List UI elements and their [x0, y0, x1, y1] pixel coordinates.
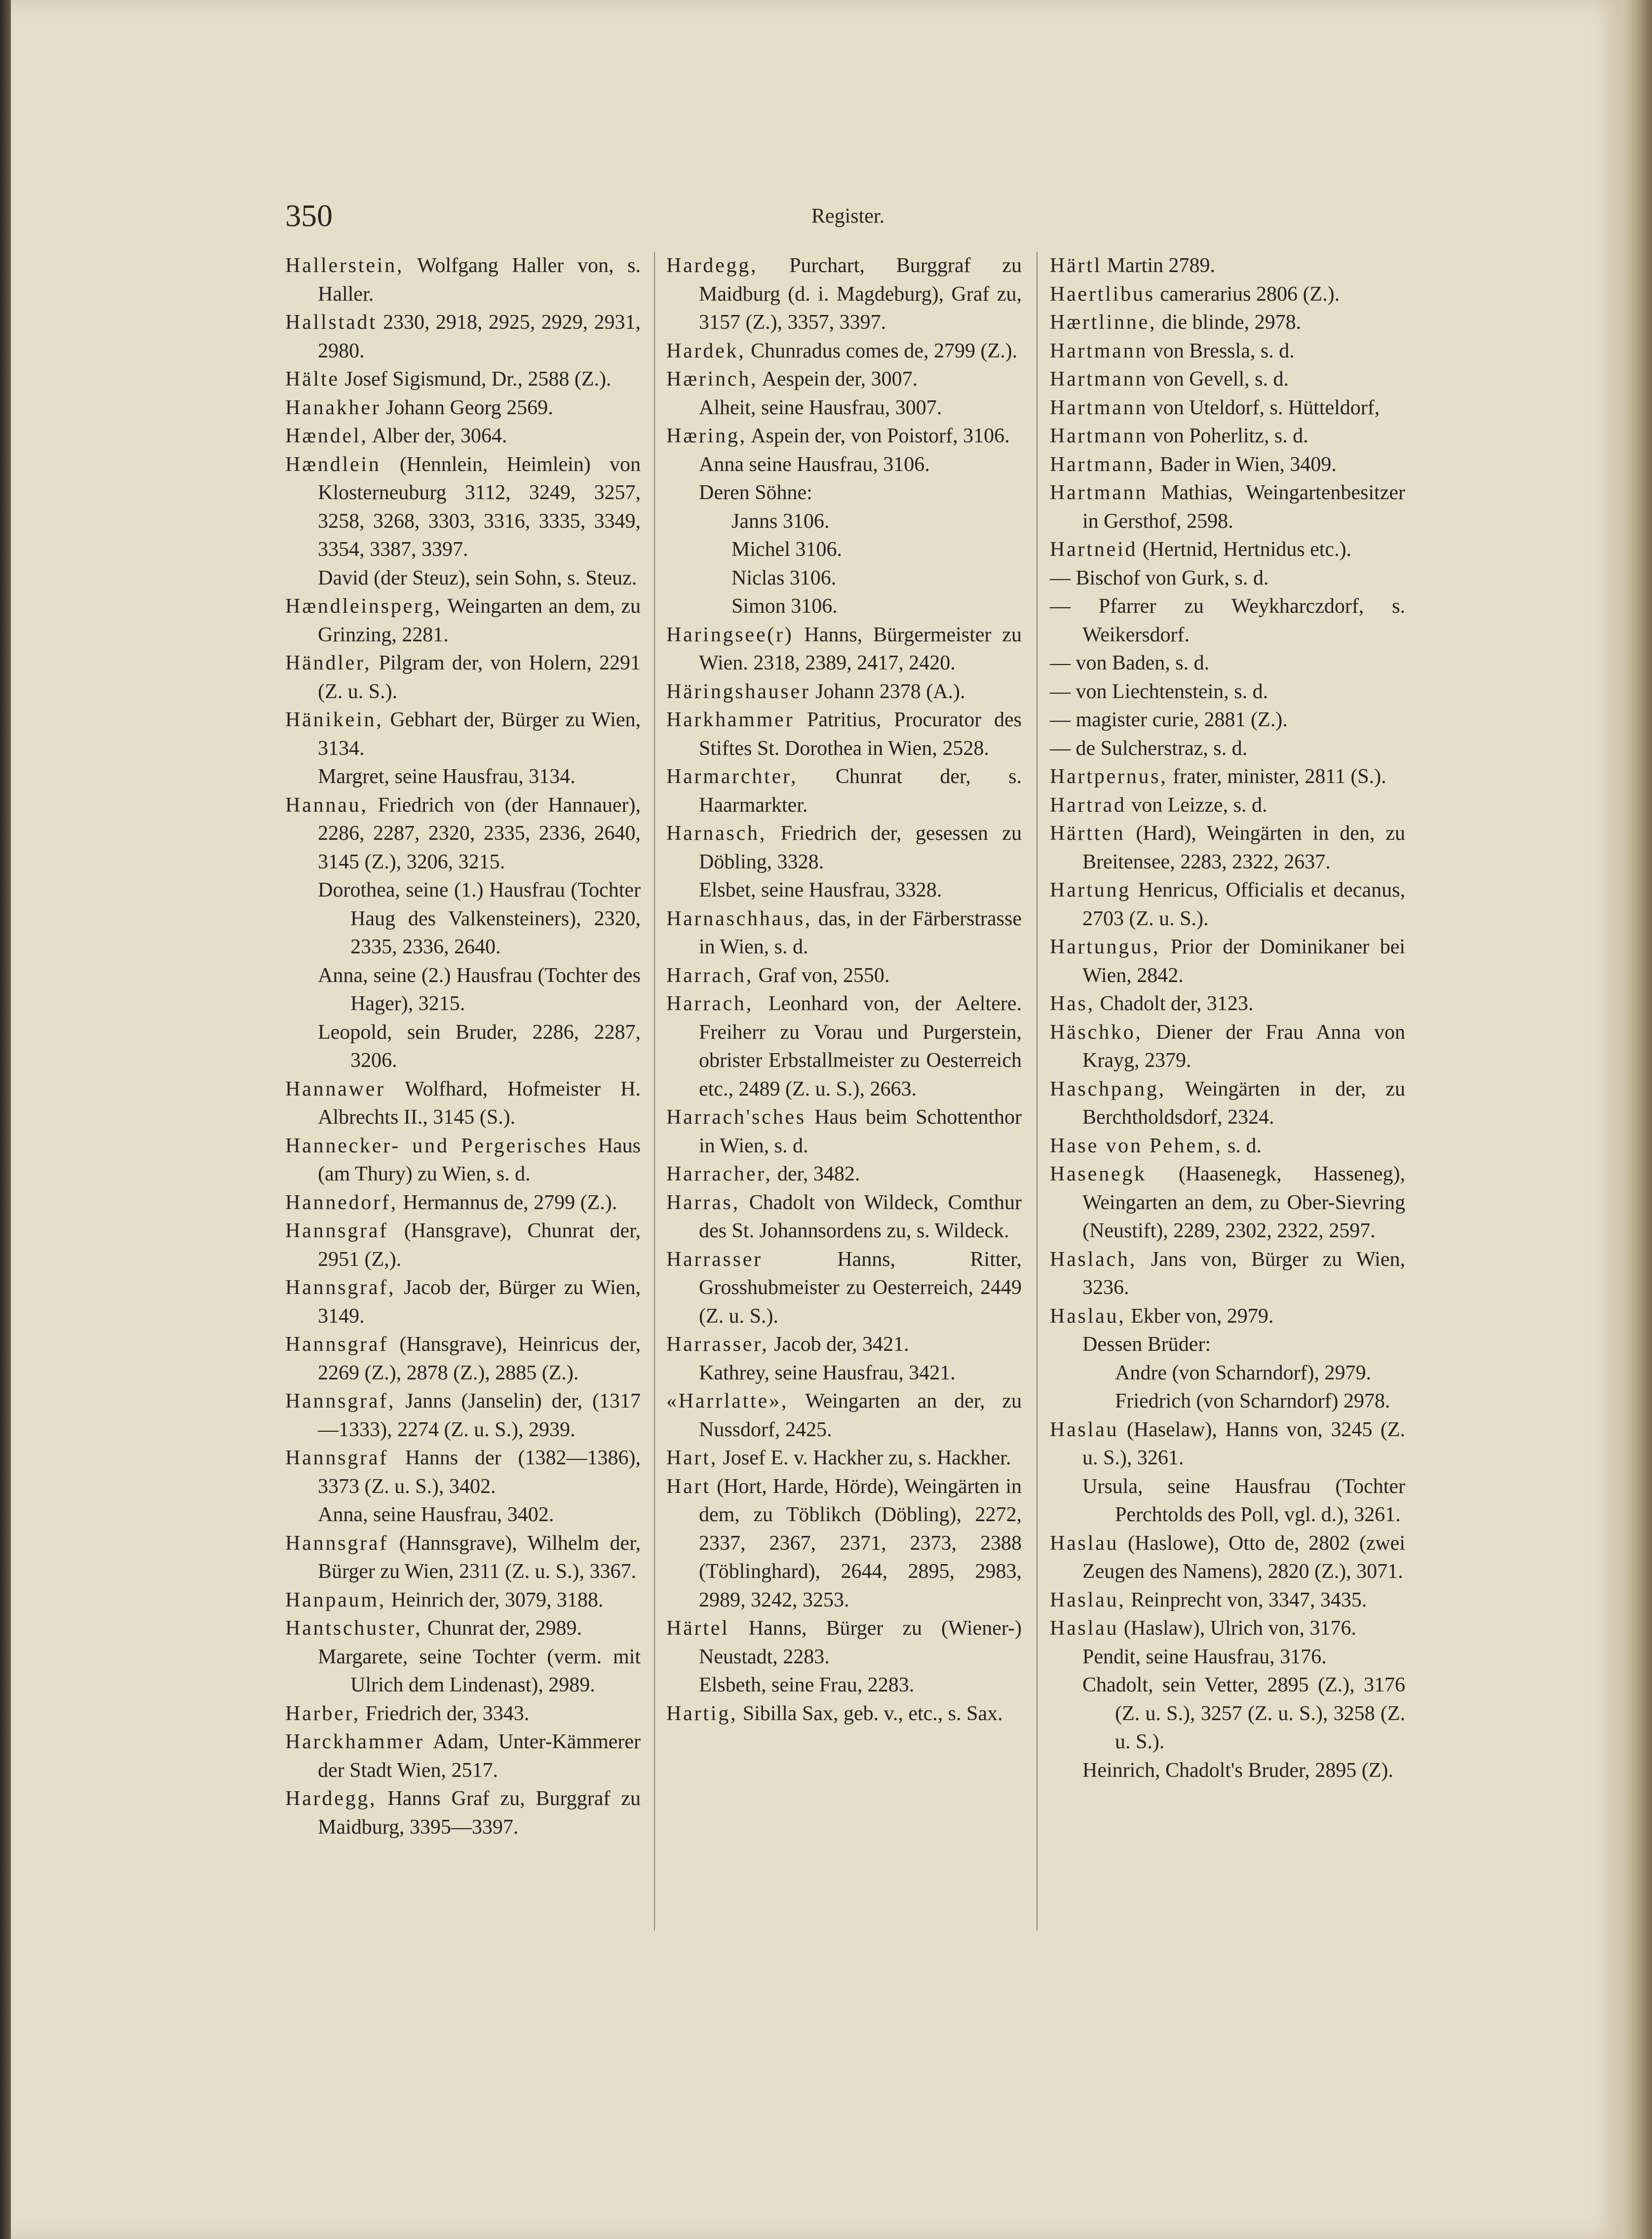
- index-entry: [285, 422, 641, 451]
- entry-headword: Haschpang,: [1050, 1077, 1166, 1100]
- entry-headword: Harkhammer: [666, 708, 795, 731]
- entry-text: Anna, seine Hausfrau, 3402.: [318, 1503, 554, 1526]
- entry-headword: Haslau,: [1050, 1588, 1126, 1611]
- entry-headword: Hartung: [1050, 879, 1131, 902]
- entry-text: Purchart, Burggraf zu Maidburg (d. i. Magdeburg), Graf zu, 3157 (Z.), 3357, 3397.: [699, 254, 1022, 334]
- entry-text: Patritius, Procurator des Stiftes St. Dorothea in Wien, 2528.: [699, 708, 1022, 760]
- index-entry: [285, 1132, 641, 1189]
- index-entry: [285, 1189, 641, 1218]
- entry-headword: Hasenegk: [1050, 1163, 1147, 1185]
- entry-text: Reinprecht von, 3347, 3435.: [1125, 1588, 1367, 1611]
- index-entry: [666, 905, 1022, 962]
- index-entry: [1050, 394, 1405, 423]
- entry-headword: Hänikein,: [285, 708, 384, 731]
- entry-text: Hanns, Bürgermeister zu Wien. 2318, 2389, 2417, 2420.: [699, 623, 1022, 674]
- entry-headword: Harrach'sches: [666, 1106, 806, 1129]
- entry-headword: Häringshauser: [666, 680, 810, 703]
- entry-text: Kathrey, seine Hausfrau, 3421.: [699, 1361, 956, 1384]
- index-entry: [1050, 309, 1405, 337]
- index-entry: [1050, 337, 1405, 366]
- entry-text: Chadolt der, 3123.: [1094, 992, 1254, 1015]
- index-entry: [1050, 1614, 1405, 1643]
- index-entry: [666, 365, 1022, 394]
- entry-text: Anna, seine (2.) Hausfrau (Tochter des Hager), 3215.: [318, 964, 641, 1015]
- index-entry: [1050, 791, 1405, 820]
- entry-headword: Hartmann: [1050, 481, 1148, 504]
- entry-headword: Haslau: [1050, 1617, 1119, 1640]
- index-entry: [285, 394, 641, 423]
- entry-text: Janns (Janselin) der, (1317—1333), 2274 (Z. u. S.), 2939.: [318, 1390, 641, 1441]
- entry-text: Heinrich, Chadolt's Bruder, 2895 (Z).: [1082, 1759, 1393, 1782]
- entry-headword: Hannsgraf: [285, 1532, 388, 1555]
- entry-text: Wolfhard, Hofmeister H. Albrechts II., 3145 (S.).: [318, 1077, 641, 1129]
- entry-text: (Hort, Harde, Hörde), Weingärten in dem, zu Töblikch (Döbling), 2272, 2337, 2367, 2371, 2373, 2388 (Töblinghard), 2644, 2895, 2983, 2989, 3242, 3253.: [699, 1475, 1022, 1611]
- index-entry: [1050, 365, 1405, 394]
- entry-text: Chunrat der, 2989.: [422, 1617, 582, 1640]
- index-entry: [666, 337, 1022, 366]
- index-subentry: [666, 876, 1022, 905]
- entry-headword: Has,: [1050, 992, 1095, 1015]
- entry-text: Dorothea, seine (1.) Hausfrau (Tochter Haug des Valkensteiners), 2320, 2335, 2336, 2640.: [318, 879, 641, 958]
- index-entry: [666, 1387, 1022, 1444]
- entry-text: Friedrich der, gesessen zu Döbling, 3328.: [699, 822, 1022, 873]
- index-subentry: [1050, 1387, 1405, 1416]
- entry-text: Josef Sigismund, Dr., 2588 (Z.).: [339, 368, 612, 391]
- index-entry: [1050, 592, 1405, 649]
- index-entry: [285, 309, 641, 365]
- index-entry: [285, 1614, 641, 1643]
- index-entry: [285, 592, 641, 649]
- index-subentry: [1050, 1359, 1405, 1388]
- index-subentry: [1050, 1331, 1405, 1359]
- entry-text: Hanns der (1382—1386), 3373 (Z. u. S.), 3402.: [318, 1447, 641, 1498]
- entry-text: (Haasenegk, Hasseneg), Weingarten an dem, zu Ober-Sievring (Neustift), 2289, 2302, 2322, 2597.: [1082, 1163, 1405, 1242]
- entry-text: Chadolt von Wildeck, Comthur des St. Johannsordens zu, s. Wildeck.: [699, 1191, 1022, 1242]
- index-subentry: [666, 1671, 1022, 1700]
- index-entry: [285, 1075, 641, 1132]
- entry-headword: Hanpaum,: [285, 1588, 386, 1611]
- entry-headword: Hartmann: [1050, 339, 1148, 362]
- index-subentry: [285, 763, 641, 791]
- entry-text: der, 3482.: [772, 1163, 860, 1185]
- entry-headword: Harrach,: [666, 992, 753, 1015]
- entry-headword: Harracher,: [666, 1163, 772, 1185]
- index-entry: [1050, 820, 1405, 876]
- entry-text: Friedrich von (der Hannauer), 2286, 2287, 2320, 2335, 2336, 2640, 3145 (Z.), 3206, 3215.: [318, 793, 641, 873]
- entry-text: Jans von, Bürger zu Wien, 3236.: [1082, 1248, 1405, 1299]
- entry-text: Prior der Dominikaner bei Wien, 2842.: [1082, 936, 1405, 987]
- entry-headword: Hartmann: [1050, 368, 1148, 391]
- entry-headword: Häschko,: [1050, 1021, 1143, 1044]
- entry-text: Johann 2378 (A.).: [810, 680, 965, 703]
- entry-text: — de Sulcherstraz, s. d.: [1050, 737, 1248, 760]
- entry-headword: Hannsgraf,: [285, 1276, 396, 1299]
- index-entry: [666, 1614, 1022, 1671]
- index-subentry: [666, 536, 1022, 564]
- entry-headword: Hannau,: [285, 793, 368, 817]
- index-subentry: [1050, 1473, 1405, 1530]
- index-subentry: [285, 962, 641, 1019]
- entry-text: Hanns, Ritter, Grosshubmeister zu Oesterreich, 2449 (Z. u. S.).: [699, 1248, 1022, 1328]
- entry-text: Adam, Unter-Kämmerer der Stadt Wien, 2517.: [318, 1730, 641, 1782]
- entry-headword: Harnasch,: [666, 822, 767, 845]
- entry-text: Leonhard von, der Aeltere. Freiherr zu Vorau und Purgerstein, obrister Erbstallmeister zu Oesterreich etc., 2489 (Z. u. S.), 2663.: [699, 992, 1022, 1100]
- entry-text: Aspein der, von Poistorf, 3106.: [746, 425, 1010, 447]
- entry-text: von Uteldorf, s. Hütteldorf,: [1148, 396, 1380, 419]
- entry-headword: Hændlein: [285, 453, 381, 476]
- entry-headword: Härtel: [666, 1617, 730, 1640]
- entry-headword: Hannawer: [285, 1077, 385, 1100]
- entry-headword: Hartig,: [666, 1702, 738, 1725]
- entry-text: Janns 3106.: [731, 510, 830, 533]
- index-column-3: [1050, 252, 1405, 1785]
- entry-headword: Hanakher: [285, 396, 381, 419]
- index-entry: [1050, 451, 1405, 479]
- entry-headword: Hannsgraf: [285, 1333, 388, 1356]
- entry-headword: Hart: [666, 1475, 711, 1498]
- index-subentry: [285, 1019, 641, 1075]
- entry-headword: Haslau: [1050, 1532, 1119, 1555]
- entry-headword: Hæring,: [666, 425, 747, 447]
- entry-text: Chunrat der, s. Haarmarkter.: [699, 765, 1022, 817]
- column-rule-1: [654, 252, 655, 1930]
- entry-text: von Bressla, s. d.: [1148, 339, 1295, 362]
- entry-text: (Hansgrave), Heinricus der, 2269 (Z.), 2878 (Z.), 2885 (Z.).: [318, 1333, 641, 1384]
- page-edge: [1624, 0, 1652, 2239]
- page-number: 350: [285, 198, 333, 233]
- entry-headword: Hartrad: [1050, 793, 1126, 817]
- index-entry: [1050, 1302, 1405, 1331]
- index-entry: [666, 252, 1022, 337]
- entry-headword: Hartmann,: [1050, 453, 1155, 476]
- index-entry: [1050, 1019, 1405, 1075]
- entry-text: Chadolt, sein Vetter, 2895 (Z.), 3176 (Z. u. S.), 3257 (Z. u. S.), 3258 (Z. u. S.).: [1082, 1674, 1405, 1753]
- index-subentry: [666, 564, 1022, 593]
- book-spine-shadow: [0, 0, 11, 2239]
- entry-text: Anna seine Hausfrau, 3106.: [699, 453, 930, 476]
- entry-text: (Hansgrave), Chunrat der, 2951 (Z,).: [318, 1219, 641, 1271]
- entry-text: Weingarten an der, zu Nussdorf, 2425.: [699, 1390, 1022, 1441]
- index-entry: [285, 1444, 641, 1501]
- index-entry: [285, 451, 641, 564]
- index-entry: [1050, 735, 1405, 763]
- index-entry: [1050, 1586, 1405, 1615]
- index-entry: [285, 365, 641, 394]
- entry-text: Leopold, sein Bruder, 2286, 2287, 3206.: [318, 1021, 641, 1072]
- entry-headword: Hallerstein,: [285, 254, 404, 277]
- entry-text: Elsbeth, seine Frau, 2283.: [699, 1674, 915, 1696]
- index-entry: [285, 649, 641, 706]
- entry-text: Graf von, 2550.: [753, 964, 890, 987]
- index-entry: [666, 763, 1022, 820]
- page-header: [285, 197, 1411, 232]
- index-entry: [1050, 763, 1405, 791]
- entry-text: 2330, 2918, 2925, 2929, 2931, 2980.: [318, 311, 641, 362]
- index-entry: [666, 1331, 1022, 1359]
- entry-headword: Hændleinsperg,: [285, 595, 442, 618]
- entry-headword: Haslau,: [1050, 1304, 1126, 1328]
- entry-headword: Harrasser,: [666, 1333, 769, 1356]
- entry-text: Henricus, Officialis et decanus, 2703 (Z. u. S.).: [1082, 879, 1405, 930]
- entry-text: (Hennlein, Heimlein) von Klosterneuburg 3112, 3249, 3257, 3258, 3268, 3303, 3316, 3335, 3349, 3354, 3387, 3397.: [318, 453, 641, 561]
- entry-headword: Hannecker- und Pergerisches: [285, 1134, 588, 1157]
- entry-text: Ursula, seine Hausfrau (Tochter Perchtolds des Poll, vgl. d.), 3261.: [1082, 1475, 1405, 1526]
- index-entry: [285, 1700, 641, 1728]
- index-subentry: [666, 451, 1022, 479]
- entry-text: Niclas 3106.: [731, 566, 837, 589]
- index-entry: [1050, 1530, 1405, 1586]
- entry-text: von Gevell, s. d.: [1148, 368, 1289, 391]
- entry-text: Wolfgang Haller von, s. Haller.: [318, 254, 641, 306]
- index-entry: [285, 1728, 641, 1785]
- entry-headword: Hartneid: [1050, 538, 1138, 561]
- entry-text: (Hard), Weingärten in den, zu Breitensee, 2283, 2322, 2637.: [1082, 822, 1405, 873]
- entry-text: Diener der Frau Anna von Krayg, 2379.: [1082, 1021, 1405, 1072]
- index-entry: [666, 990, 1022, 1103]
- index-entry: [1050, 876, 1405, 933]
- entry-text: Alber der, 3064.: [368, 425, 507, 447]
- entry-headword: Hannsgraf: [285, 1219, 388, 1242]
- entry-text: Margarete, seine Tochter (verm. mit Ulrich dem Lindenast), 2989.: [318, 1645, 641, 1696]
- entry-text: Margret, seine Hausfrau, 3134.: [318, 765, 576, 788]
- index-entry: [285, 791, 641, 877]
- index-entry: [285, 1387, 641, 1444]
- entry-headword: Haslach,: [1050, 1248, 1137, 1271]
- index-entry: [1050, 564, 1405, 593]
- entry-text: Heinrich der, 3079, 3188.: [386, 1588, 604, 1611]
- index-entry: [1050, 536, 1405, 564]
- entry-headword: Harber,: [285, 1702, 360, 1725]
- index-entry: [1050, 422, 1405, 451]
- index-entry: [666, 1444, 1022, 1473]
- entry-headword: Hannsgraf: [285, 1447, 388, 1469]
- entry-text: Simon 3106.: [731, 595, 838, 618]
- entry-text: frater, minister, 2811 (S.).: [1167, 765, 1386, 788]
- entry-text: Gebhart der, Bürger zu Wien, 3134.: [318, 708, 641, 760]
- index-entry: [666, 422, 1022, 451]
- entry-text: Dessen Brüder:: [1082, 1333, 1211, 1356]
- entry-text: Deren Söhne:: [699, 481, 812, 504]
- index-subentry: [666, 508, 1022, 536]
- entry-text: Hanns Graf zu, Burggraf zu Maidburg, 3395—3397.: [318, 1787, 641, 1839]
- entry-headword: Hærtlinne,: [1050, 311, 1157, 334]
- entry-headword: Harckhammer: [285, 1730, 424, 1753]
- entry-headword: Hälte: [285, 368, 340, 391]
- entry-text: Michel 3106.: [731, 538, 842, 561]
- index-entry: [285, 1785, 641, 1842]
- entry-text: Martin 2789.: [1102, 254, 1216, 277]
- entry-text: Andre (von Scharndorf), 2979.: [1115, 1361, 1372, 1384]
- index-entry: [666, 1189, 1022, 1246]
- entry-text: Hermannus de, 2799 (Z.).: [397, 1191, 617, 1214]
- index-entry: [1050, 990, 1405, 1019]
- index-entry: [1050, 933, 1405, 990]
- entry-headword: Härtl: [1050, 254, 1102, 277]
- index-entry: [285, 706, 641, 763]
- entry-text: Pendit, seine Hausfrau, 3176.: [1082, 1645, 1327, 1668]
- entry-headword: Hardegg,: [666, 254, 758, 277]
- index-entry: [666, 962, 1022, 990]
- index-entry: [1050, 252, 1405, 280]
- entry-text: Haus (am Thury) zu Wien, s. d.: [318, 1134, 641, 1185]
- entry-text: (Hertnid, Hertnidus etc.).: [1137, 538, 1352, 561]
- entry-text: Bader in Wien, 3409.: [1154, 453, 1337, 476]
- index-subentry: [666, 394, 1022, 423]
- entry-headword: Hartmann: [1050, 425, 1148, 447]
- index-entry: [666, 1473, 1022, 1615]
- entry-headword: Harras,: [666, 1191, 740, 1214]
- entry-text: von Poherlitz, s. d.: [1148, 425, 1308, 447]
- entry-headword: Hardegg,: [285, 1787, 377, 1810]
- index-entry: [1050, 1132, 1405, 1161]
- index-entry: [1050, 649, 1405, 678]
- entry-headword: Händler,: [285, 652, 372, 674]
- entry-headword: «Harrlatte»,: [666, 1390, 789, 1413]
- entry-text: — Pfarrer zu Weykharczdorf, s. Weikersdorf.: [1050, 595, 1405, 646]
- index-subentry: [285, 876, 641, 962]
- entry-text: Weingarten an dem, zu Grinzing, 2281.: [318, 595, 641, 646]
- index-entry: [285, 1530, 641, 1586]
- entry-text: camerarius 2806 (Z.).: [1154, 282, 1340, 306]
- entry-text: Haus beim Schottenthor in Wien, s. d.: [699, 1106, 1022, 1157]
- entry-headword: Hase von Pehem,: [1050, 1134, 1223, 1157]
- entry-text: Chunradus comes de, 2799 (Z.).: [745, 339, 1018, 362]
- index-entry: [1050, 1075, 1405, 1132]
- index-entry: [666, 1700, 1022, 1728]
- entry-text: Jacob der, 3421.: [768, 1333, 909, 1356]
- entry-text: (Hannsgrave), Wilhelm der, Bürger zu Wien, 2311 (Z. u. S.), 3367.: [318, 1532, 641, 1583]
- entry-text: Friedrich (von Scharndorf) 2978.: [1115, 1390, 1390, 1413]
- entry-text: — von Liechtenstein, s. d.: [1050, 680, 1268, 703]
- index-subentry: [285, 1501, 641, 1530]
- entry-headword: Harrasser: [666, 1248, 763, 1271]
- entry-headword: Hart,: [666, 1447, 718, 1469]
- entry-headword: Hærinch,: [666, 368, 758, 391]
- index-entry: [666, 678, 1022, 707]
- entry-text: Johann Georg 2569.: [381, 396, 553, 419]
- entry-headword: Hantschuster,: [285, 1617, 423, 1640]
- entry-text: (Haselaw), Hanns von, 3245 (Z. u. S.), 3261.: [1082, 1418, 1405, 1469]
- entry-text: — magister curie, 2881 (Z.).: [1050, 708, 1288, 731]
- entry-text: s. d.: [1222, 1134, 1262, 1157]
- index-entry: [285, 1274, 641, 1331]
- entry-text: — von Baden, s. d.: [1050, 652, 1210, 674]
- entry-headword: Hardek,: [666, 339, 746, 362]
- entry-text: Ekber von, 2979.: [1125, 1304, 1274, 1328]
- entry-text: Pilgram der, von Holern, 2291 (Z. u. S.).: [318, 652, 641, 703]
- entry-text: (Haslowe), Otto de, 2802 (zwei Zeugen des Namens), 2820 (Z.), 3071.: [1082, 1532, 1405, 1583]
- index-subentry: [666, 1359, 1022, 1388]
- entry-headword: Harrach,: [666, 964, 753, 987]
- index-entry: [285, 252, 641, 309]
- index-entry: [1050, 1160, 1405, 1246]
- entry-headword: Hannsgraf,: [285, 1390, 396, 1413]
- entry-headword: Harmarchter,: [666, 765, 798, 788]
- index-entry: [1050, 678, 1405, 707]
- index-subentry: [1050, 1757, 1405, 1785]
- entry-text: das, in der Färberstrasse in Wien, s. d.: [699, 907, 1022, 958]
- index-subentry: [1050, 1643, 1405, 1672]
- index-entry: [285, 1586, 641, 1615]
- index-entry: [1050, 280, 1405, 309]
- entry-text: von Leizze, s. d.: [1126, 793, 1268, 817]
- entry-headword: Hartmann: [1050, 396, 1148, 419]
- entry-text: Sibilla Sax, geb. v., etc., s. Sax.: [737, 1702, 1003, 1725]
- entry-headword: Hartpernus,: [1050, 765, 1168, 788]
- index-entry: [666, 1160, 1022, 1189]
- index-entry: [666, 1103, 1022, 1160]
- entry-headword: Härtten: [1050, 822, 1125, 845]
- entry-text: David (der Steuz), sein Sohn, s. Steuz.: [318, 566, 637, 589]
- index-column-2: [666, 252, 1022, 1728]
- index-subentry: [285, 1643, 641, 1700]
- entry-text: Friedrich der, 3343.: [360, 1702, 530, 1725]
- entry-headword: Hartungus,: [1050, 936, 1160, 958]
- index-subentry: [666, 592, 1022, 621]
- entry-headword: Hannedorf,: [285, 1191, 398, 1214]
- index-entry: [285, 1331, 641, 1387]
- index-entry: [666, 1246, 1022, 1331]
- index-entry: [666, 820, 1022, 876]
- index-entry: [1050, 706, 1405, 735]
- entry-text: (Haslaw), Ulrich von, 3176.: [1118, 1617, 1357, 1640]
- index-entry: [1050, 1416, 1405, 1473]
- entry-text: Josef E. v. Hackher zu, s. Hackher.: [718, 1447, 1011, 1469]
- entry-text: — Bischof von Gurk, s. d.: [1050, 566, 1269, 589]
- entry-headword: Haringsee(r): [666, 623, 794, 646]
- index-column-1: [285, 252, 641, 1842]
- index-entry: [666, 706, 1022, 763]
- entry-headword: Haertlibus: [1050, 282, 1155, 306]
- entry-text: Elsbet, seine Hausfrau, 3328.: [699, 879, 942, 902]
- entry-text: Jacob der, Bürger zu Wien, 3149.: [318, 1276, 641, 1328]
- entry-headword: Hændel,: [285, 425, 368, 447]
- index-subentry: [285, 564, 641, 593]
- index-entry: [285, 1217, 641, 1274]
- entry-text: Mathias, Weingartenbesitzer in Gersthof, 2598.: [1082, 481, 1405, 533]
- entry-text: die blinde, 2978.: [1156, 311, 1302, 334]
- running-title: Register.: [811, 205, 885, 228]
- entry-text: Aespein der, 3007.: [758, 368, 918, 391]
- index-subentry: [1050, 1671, 1405, 1757]
- entry-headword: Harnaschhaus,: [666, 907, 812, 930]
- index-subentry: [666, 479, 1022, 508]
- entry-headword: Hallstadt: [285, 311, 377, 334]
- index-entry: [1050, 1246, 1405, 1302]
- index-entry: [1050, 479, 1405, 536]
- entry-headword: Haslau: [1050, 1418, 1119, 1441]
- entry-text: Alheit, seine Hausfrau, 3007.: [699, 396, 942, 419]
- entry-text: Weingärten in der, zu Berchtholdsdorf, 2324.: [1082, 1077, 1405, 1129]
- index-entry: [666, 621, 1022, 678]
- entry-text: Hanns, Bürger zu (Wiener-) Neustadt, 2283.: [699, 1617, 1022, 1668]
